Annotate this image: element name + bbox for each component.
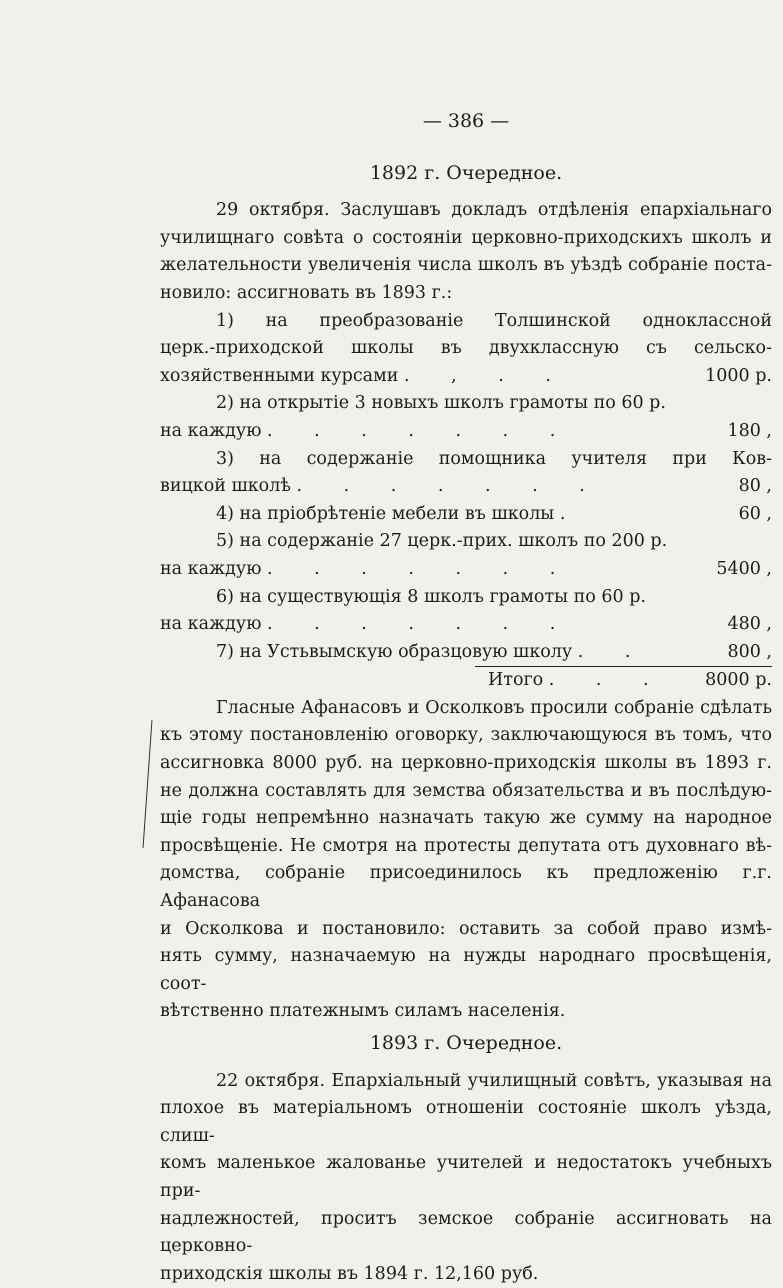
leader-dots: . . . . . . . bbox=[267, 420, 574, 441]
item-line: на каждую bbox=[160, 420, 262, 441]
text-line: просвѣщеніе. Не смотря на протесты депутата отъ духовнаго вѣ- bbox=[160, 835, 772, 856]
budget-item-5 bbox=[160, 528, 772, 583]
item-line: 6) на существующія 8 школъ грамоты по 60 р. bbox=[216, 586, 646, 607]
paragraph-intro bbox=[160, 197, 772, 307]
section-1892-heading: 1892 г. Очередное. bbox=[369, 161, 563, 184]
total-row bbox=[160, 667, 772, 695]
item-line: 7) на Устьвымскую образцовую школу bbox=[216, 641, 573, 662]
text-line: вѣтственно платежнымъ силамъ населенія. bbox=[160, 1001, 566, 1022]
item-line: 5) на содержаніе 27 церк.-прих. школъ по 200 р. bbox=[216, 531, 668, 552]
item-amount: 180 , bbox=[727, 420, 772, 441]
leader-dots: . . bbox=[577, 641, 649, 662]
leader-dots: . . . bbox=[548, 670, 667, 691]
text-line: 29 октября. Заслушавъ докладъ отдѣленія епархіальнаго bbox=[216, 200, 772, 221]
item-line: на каждую bbox=[160, 558, 262, 579]
item-line: 2) на открытіе 3 новыхъ школъ грамоты по 60 р. bbox=[216, 393, 666, 414]
text-line: 22 октября. Епархіальный училищный совѣтъ, указывая на bbox=[216, 1070, 772, 1091]
total-amount: 8000 р. bbox=[705, 670, 772, 691]
text-line: комъ маленькое жалованье учителей и недостатокъ учебныхъ при- bbox=[160, 1153, 772, 1201]
page bbox=[160, 108, 772, 1288]
margin-pencil-mark bbox=[143, 720, 153, 848]
budget-item-7 bbox=[160, 639, 772, 667]
leader-dots: . . . . . . . bbox=[296, 476, 603, 497]
item-amount: 60 , bbox=[738, 503, 772, 524]
item-amount: 800 , bbox=[727, 641, 772, 662]
item-amount: 480 , bbox=[727, 614, 772, 635]
text-line: Гласные Афанасовъ и Осколковъ просили собраніе сдѣлать bbox=[216, 697, 772, 718]
text-line: новило: ассигновать въ 1893 г.: bbox=[160, 282, 453, 303]
text-line: щіе годы непремѣнно назначать такую же сумму на народное bbox=[160, 808, 772, 829]
item-line: на каждую bbox=[160, 614, 262, 635]
text-line: ассигновка 8000 руб. на церковно-приходскія школы въ 1893 г. bbox=[160, 753, 772, 774]
budget-item-4 bbox=[160, 501, 772, 529]
leader-dots: . . . . . . . bbox=[267, 558, 574, 579]
item-amount: 1000 р. bbox=[705, 365, 772, 386]
item-amount: 80 , bbox=[738, 476, 772, 497]
budget-item-2 bbox=[160, 390, 772, 445]
text-line: приходскія школы въ 1894 г. 12,160 руб. bbox=[160, 1263, 539, 1284]
text-line: училищнаго совѣта о состояніи церковно-приходскихъ школъ и bbox=[160, 227, 772, 248]
section-1893-heading: 1893 г. Очередное. bbox=[369, 1032, 563, 1054]
paragraph-1893 bbox=[160, 1068, 772, 1288]
paragraph-amendment bbox=[160, 695, 772, 1026]
leader-dots: . , . . bbox=[403, 365, 569, 386]
item-line: 4) на пріобрѣтеніе мебели въ школы bbox=[216, 503, 555, 524]
text-line: домства, собраніе присоединилось къ предложенію г.г. Афанасова bbox=[160, 863, 772, 912]
text-line: и Осколкова и постановило: оставить за собой право измѣ- bbox=[160, 918, 772, 939]
item-line: церк.-приходской школы въ двухклассную съ сельско- bbox=[160, 338, 772, 359]
item-line: 3) на содержаніе помощника учителя при Ков- bbox=[216, 448, 772, 469]
item-amount: 5400 , bbox=[716, 558, 772, 579]
item-line: 1) на преобразованіе Толшинской одноклассной bbox=[216, 310, 772, 331]
leader-dots: . bbox=[559, 503, 584, 524]
text-line: не должна составлять для земства обязательства и въ послѣдую- bbox=[160, 780, 772, 801]
text-line: къ этому постановленію оговорку, заключающуюся въ томъ, что bbox=[160, 725, 772, 746]
budget-item-6 bbox=[160, 584, 772, 639]
budget-item-3 bbox=[160, 446, 772, 501]
item-line: хозяйственными курсами bbox=[160, 365, 399, 386]
item-line: вицкой школѣ bbox=[160, 476, 291, 497]
leader-dots: . . . . . . . bbox=[267, 614, 574, 635]
text-line: желательности увеличенія числа школъ въ уѣздѣ собраніе поста- bbox=[160, 255, 772, 276]
text-line: нять сумму, назначаемую на нужды народнаго просвѣщенія, соот- bbox=[160, 946, 772, 994]
text-line: надлежностей, проситъ земское собраніе ассигновать на церковно- bbox=[160, 1208, 772, 1257]
total-label: Итого bbox=[488, 670, 544, 691]
text-line: плохое въ матеріальномъ отношеніи состояніе школъ уѣзда, слиш- bbox=[160, 1098, 772, 1146]
budget-item-1 bbox=[160, 308, 772, 391]
page-number: — 386 — bbox=[422, 110, 510, 132]
